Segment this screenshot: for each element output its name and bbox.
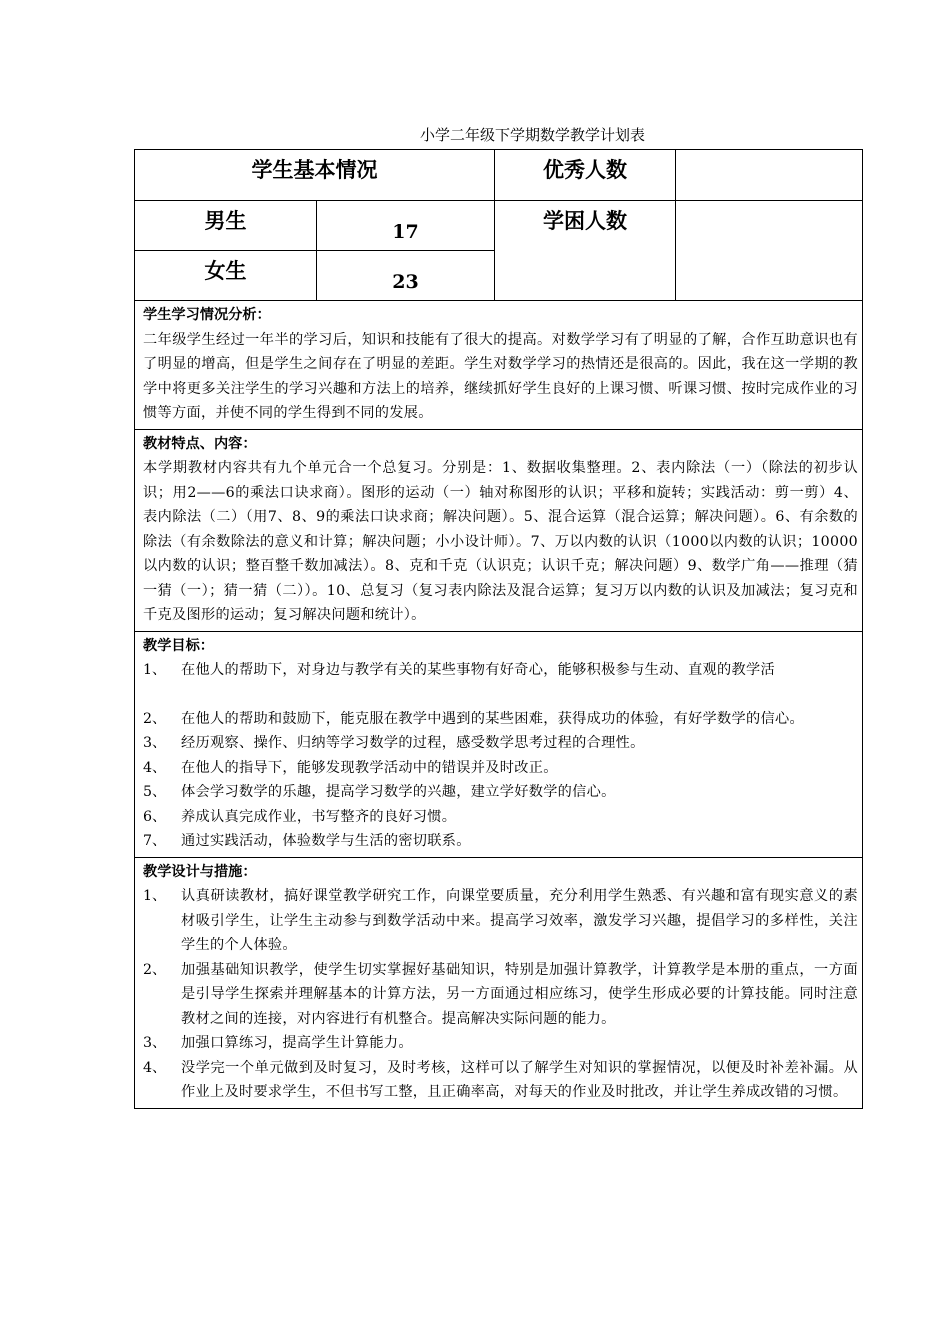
list-index: 2、 bbox=[143, 710, 167, 727]
list-index: 1、 bbox=[143, 662, 167, 678]
goals-section bbox=[135, 631, 863, 857]
list-item bbox=[143, 1031, 858, 1056]
analysis-row bbox=[135, 301, 863, 430]
list-index: 2、 bbox=[143, 961, 167, 978]
list-item bbox=[143, 658, 858, 683]
girls-count: 23 bbox=[317, 251, 495, 301]
textbook-title: 教材特点、内容： bbox=[143, 435, 257, 452]
girls-label: 女生 bbox=[135, 251, 317, 301]
list-item bbox=[143, 1056, 858, 1105]
header-row bbox=[135, 150, 863, 201]
textbook-text: 本学期教材内容共有九个单元合一个总复习。分别是：1、数据收集整理。2、表内除法（一）（除法的初步认识；用2——6的乘法口诀求商）。图形的运动（一）轴对称图形的认识；平移和旋转；实践活动：剪一剪）4、表内除法（二）（用7、8、9的乘法口诀求商；解决问题）。5、混合运算（混合运算；解决问题）。6、有余数的除法（有余数除法的意义和计算；解决问题；小小设计师）。7、万以内数的认识（1000以内数的认识；10000以内数的认识；整百整千数加减法）。8、克和千克（认识克；认识千克；解决问题）9、数学广角——推理（猜一猜（一）；猜一猜（二））。10、总复习（复习表内除法及混合运算；复习万以内数的认识及加减法；复习克和千克及图形的运动；复习解决问题和统计）。 bbox=[143, 460, 858, 623]
goals-row bbox=[135, 631, 863, 857]
list-index: 3、 bbox=[143, 735, 167, 751]
list-index: 7、 bbox=[143, 833, 167, 849]
analysis-section bbox=[135, 301, 863, 430]
struggling-count-value bbox=[676, 201, 863, 301]
list-text: 在他人的指导下，能够发现教学活动中的错误并及时改正。 bbox=[181, 759, 558, 776]
boys-count: 17 bbox=[317, 201, 495, 251]
excellent-count-label: 优秀人数 bbox=[495, 150, 676, 201]
list-item bbox=[143, 731, 858, 756]
measures-section bbox=[135, 857, 863, 1108]
struggling-count-label: 学困人数 bbox=[495, 201, 676, 301]
list-index: 4、 bbox=[143, 759, 167, 776]
list-text: 加强基础知识教学，使学生切实掌握好基础知识，特别是加强计算教学，计算教学是本册的重点，一方面是引导学生探索并理解基本的计算方法，另一方面通过相应练习，使学生形成必要的计算技能。同时注意教材之间的连接，对内容进行有机整合。提高解决实际问题的能力。 bbox=[181, 961, 858, 1027]
goals-title: 教学目标： bbox=[143, 637, 214, 654]
list-text: 在他人的帮助和鼓励下，能克服在教学中遇到的某些困难，获得成功的体验，有好学数学的信心。 bbox=[181, 710, 804, 727]
list-item bbox=[143, 829, 858, 854]
list-text: 在他人的帮助下，对身边与教学有关的某些事物有好奇心，能够积极参与生动、直观的教学活 bbox=[181, 662, 775, 678]
document-title: 小学二年级下学期数学教学计划表 bbox=[420, 126, 646, 144]
textbook-section bbox=[135, 429, 863, 631]
list-index: 1、 bbox=[143, 888, 167, 904]
basic-info-header: 学生基本情况 bbox=[135, 150, 495, 201]
list-text: 加强口算练习，提高学生计算能力。 bbox=[181, 1035, 413, 1051]
list-index: 5、 bbox=[143, 784, 167, 800]
analysis-text: 二年级学生经过一年半的学习后，知识和技能有了很大的提高。对数学学习有了明显的了解，合作互助意识也有了明显的增高，但是学生之间存在了明显的差距。学生对数学学习的热情还是很高的。因此，我在这一学期的教学中将更多关注学生的学习兴趣和方法上的培养，继续抓好学生良好的上课习惯、听课习惯、按时完成作业的习惯等方面，并使不同的学生得到不同的发展。 bbox=[143, 331, 858, 421]
list-item bbox=[143, 805, 858, 830]
list-text: 认真研读教材，搞好课堂教学研究工作，向课堂要质量，充分利用学生熟悉、有兴趣和富有现实意义的素材吸引学生，让学生主动参与到数学活动中来。提高学习效率，激发学习兴趣，提倡学习的多样性，关注学生的个人体验。 bbox=[181, 888, 858, 953]
list-text: 体会学习数学的乐趣，提高学习数学的兴趣，建立学好数学的信心。 bbox=[181, 784, 616, 800]
list-item bbox=[143, 780, 858, 805]
list-text: 没学完一个单元做到及时复习，及时考核，这样可以了解学生对知识的掌握情况，以便及时补差补漏。从作业上及时要求学生，不但书写工整，且正确率高，对每天的作业及时批改，并让学生养成改错的习惯。 bbox=[181, 1059, 858, 1100]
excellent-count-value bbox=[676, 150, 863, 201]
list-index: 6、 bbox=[143, 808, 167, 825]
list-index: 3、 bbox=[143, 1035, 167, 1051]
analysis-title: 学生学习情况分析： bbox=[143, 307, 271, 323]
list-text: 通过实践活动，体验数学与生活的密切联系。 bbox=[181, 833, 471, 849]
list-text: 经历观察、操作、归纳等学习数学的过程，感受数学思考过程的合理性。 bbox=[181, 735, 645, 751]
measures-row bbox=[135, 857, 863, 1108]
teaching-plan-table bbox=[134, 149, 863, 1109]
list-text: 养成认真完成作业，书写整齐的良好习惯。 bbox=[181, 808, 457, 825]
measures-title: 教学设计与措施： bbox=[143, 863, 257, 880]
list-item bbox=[143, 756, 858, 781]
list-item bbox=[143, 958, 858, 1032]
list-item bbox=[143, 884, 858, 958]
textbook-row bbox=[135, 429, 863, 631]
boys-row bbox=[135, 201, 863, 251]
boys-label: 男生 bbox=[135, 201, 317, 251]
list-item bbox=[143, 707, 858, 732]
list-index: 4、 bbox=[143, 1059, 167, 1076]
